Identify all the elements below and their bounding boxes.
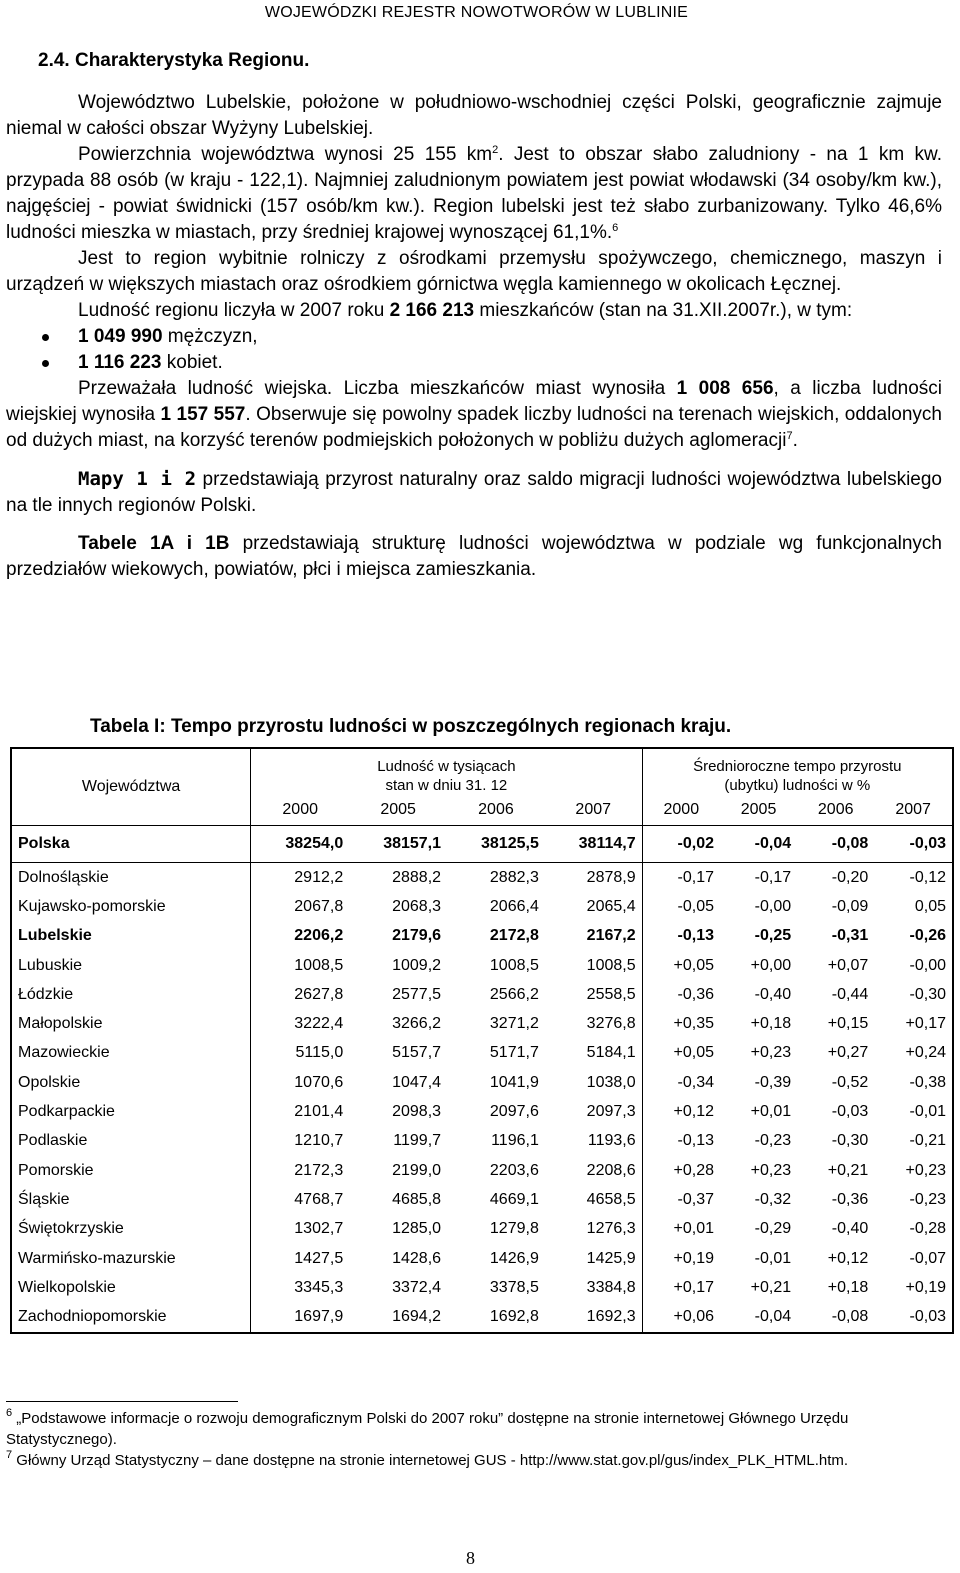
cell-growth-rate: -0,05	[677, 897, 714, 915]
page-number: 8	[466, 1548, 475, 1568]
cell-population: 2167,2	[545, 922, 642, 951]
cell-population: 2172,3	[294, 1161, 344, 1179]
cell-region-name: Świętokrzyskie	[11, 1215, 251, 1244]
men-count: 1 049 990	[78, 326, 163, 347]
cell-region-name: Lubuskie	[11, 951, 251, 980]
column-group-growth	[642, 748, 953, 795]
paragraph-tables	[6, 531, 942, 583]
footnote-6-text: „Podstawowe informacje o rozwoju demograficznym Polski do 2007 roku” dostępne na stronie internetowej Głównego Urzędu Statystycznego).	[6, 1410, 849, 1448]
cell-growth-rate: -0,01	[754, 1249, 792, 1267]
running-header: WOJEWÓDZKI REJESTR NOWOTWORÓW W LUBLINIE	[264, 4, 688, 21]
cell-growth-rate: -0,23	[754, 1132, 792, 1150]
population-growth-table	[10, 747, 954, 1334]
cell-growth-rate: +0,06	[673, 1308, 714, 1326]
urban-count: 1 008 656	[676, 378, 774, 399]
cell-region-name: Podkarpackie	[11, 1097, 251, 1126]
cell-growth-rate: -0,20	[831, 868, 869, 886]
section-title: 2.4. Charakterystyka Regionu.	[38, 50, 310, 71]
cell-population: 2627,8	[294, 985, 344, 1003]
cell-population: 1008,5	[294, 956, 344, 974]
cell-region-name: Wielkopolskie	[11, 1273, 251, 1302]
cell-growth-rate: -0,04	[754, 1308, 792, 1326]
cell-growth-rate: +0,24	[905, 1044, 946, 1062]
column-header-voivodeship: Województwa	[11, 748, 251, 826]
bullet-women	[6, 350, 942, 376]
footnote-7-text: Główny Urząd Statystyczny – dane dostępne na stronie internetowej GUS - http://www.stat.gov.pl/gus/index_PLK_HTML.htm.	[16, 1452, 849, 1469]
table-row	[11, 1244, 953, 1273]
footnote-separator	[6, 1401, 238, 1402]
column-header-year: 2000	[251, 795, 350, 826]
cell-population: 5184,1	[545, 1039, 642, 1068]
cell-population: 2068,3	[392, 897, 442, 915]
cell-population: 2172,8	[489, 927, 539, 945]
cell-population: 1428,6	[392, 1249, 442, 1267]
cell-growth-rate: -0,30	[831, 1132, 869, 1150]
cell-population: 2065,4	[545, 892, 642, 921]
cell-growth-rate: -0,00	[909, 956, 946, 974]
cell-growth-rate: +0,07	[827, 956, 869, 974]
cell-growth-rate: +0,27	[827, 1044, 869, 1062]
cell-growth-rate: +0,19	[905, 1278, 946, 1296]
cell-growth-rate: -0,23	[909, 1190, 946, 1208]
cell-population: 2097,6	[489, 1103, 539, 1121]
footnote-7	[6, 1450, 946, 1471]
cell-population: 1426,9	[489, 1249, 539, 1267]
cell-population: 2566,2	[489, 985, 539, 1003]
cell-population: 1193,6	[545, 1127, 642, 1156]
column-group-population	[251, 748, 642, 795]
cell-population: 2199,0	[392, 1161, 442, 1179]
cell-growth-rate: -0,52	[831, 1073, 869, 1091]
table-row	[11, 892, 953, 921]
table-row	[11, 1156, 953, 1185]
cell-growth-rate: +0,21	[750, 1278, 792, 1296]
table-row	[11, 1302, 953, 1332]
cell-population: 3266,2	[392, 1015, 442, 1033]
cell-growth-rate: +0,12	[673, 1103, 714, 1121]
cell-growth-rate: -0,32	[754, 1190, 792, 1208]
cell-growth-rate: +0,19	[673, 1249, 714, 1267]
cell-population: 1008,5	[545, 951, 642, 980]
maps-reference: Mapy 1 i 2	[78, 468, 197, 490]
cell-population: 3372,4	[392, 1278, 442, 1296]
table-row	[11, 1039, 953, 1068]
cell-population: 4685,8	[392, 1190, 442, 1208]
cell-population: 1279,8	[489, 1220, 539, 1238]
cell-population: 2577,5	[392, 985, 442, 1003]
cell-region-name: Kujawsko-pomorskie	[11, 892, 251, 921]
cell-growth-rate: +0,12	[827, 1249, 869, 1267]
table-row	[11, 863, 953, 893]
cell-growth-rate: -0,31	[831, 927, 869, 945]
cell-growth-rate: -0,21	[909, 1132, 946, 1150]
cell-population: 5171,7	[489, 1044, 539, 1062]
cell-region-name: Opolskie	[11, 1068, 251, 1097]
cell-growth-rate: +0,28	[673, 1161, 714, 1179]
cell-growth-rate: -0,00	[754, 897, 792, 915]
cell-population: 3345,3	[294, 1278, 344, 1296]
cell-population: 1047,4	[392, 1073, 442, 1091]
cell-population: 1041,9	[489, 1073, 539, 1091]
tables-text: przedstawiają strukturę ludności województwa w podziale wg funkcjonalnych przedziałów wiekowych, powiatów, płci i miejsca zamieszkania.	[6, 533, 942, 580]
cell-population: 3271,2	[489, 1015, 539, 1033]
paragraph-intro	[6, 90, 942, 142]
cell-growth-rate: -0,28	[909, 1220, 946, 1238]
table-row-total	[11, 826, 953, 863]
cell-population: 1210,7	[294, 1132, 344, 1150]
cell-region-name: Małopolskie	[11, 1009, 251, 1038]
cell-growth-rate: -0,25	[754, 927, 792, 945]
cell-growth-rate: -0,39	[754, 1073, 792, 1091]
cell-region-name: Mazowieckie	[11, 1039, 251, 1068]
cell-growth-rate: +0,17	[673, 1278, 714, 1296]
footnote-ref-6: 6	[612, 222, 619, 234]
cell-growth-rate: -0,37	[677, 1190, 714, 1208]
cell-population: 2888,2	[392, 868, 442, 886]
cell-population: 2912,2	[294, 868, 344, 886]
cell-growth-rate: +0,18	[827, 1278, 869, 1296]
cell-growth-rate: -0,03	[831, 1103, 869, 1121]
table-title: Tabela I: Tempo przyrostu ludności w poszczególnych regionach kraju.	[90, 716, 732, 737]
column-header-year: 2000	[642, 795, 720, 826]
cell-growth-rate: -0,44	[831, 985, 869, 1003]
cell-population: 1009,2	[392, 956, 442, 974]
cell-region-name: Śląskie	[11, 1185, 251, 1214]
cell-population: 4669,1	[489, 1190, 539, 1208]
cell-population: 2098,3	[392, 1103, 442, 1121]
cell-population: 1697,9	[294, 1308, 344, 1326]
footnotes	[6, 1408, 946, 1471]
cell-growth-rate: -0,02	[642, 826, 720, 863]
cell-population: 1199,7	[393, 1132, 442, 1150]
cell-region-name: Pomorskie	[11, 1156, 251, 1185]
cell-population: 1692,8	[489, 1308, 539, 1326]
cell-population: 5157,7	[392, 1044, 442, 1062]
women-count: 1 116 223	[78, 352, 162, 373]
footnote-ref-7: 7	[786, 430, 793, 442]
cell-population: 3276,8	[545, 1009, 642, 1038]
rural-text-c: . Obserwuje się powolny spadek liczby ludności na terenach wiejskich, oddalonych od dużych miast, na korzyść terenów podmiejskich położonych w pobliżu dużych aglomeracji	[6, 404, 942, 451]
cell-population: 2558,5	[545, 980, 642, 1009]
cell-growth-rate: +0,00	[750, 956, 792, 974]
cell-growth-rate: -0,03	[874, 826, 953, 863]
cell-growth-rate: -0,36	[831, 1190, 869, 1208]
cell-population: 4658,5	[545, 1185, 642, 1214]
table-row	[11, 1273, 953, 1302]
cell-region-name: Warmińsko-mazurskie	[11, 1244, 251, 1273]
cell-population: 1008,5	[489, 956, 539, 974]
cell-population: 1285,0	[392, 1220, 442, 1238]
column-header-year: 2006	[797, 795, 874, 826]
cell-population: 1070,6	[294, 1073, 344, 1091]
cell-population: 2179,6	[392, 927, 442, 945]
cell-growth-rate: +0,23	[905, 1161, 946, 1179]
cell-growth-rate: +0,01	[673, 1220, 714, 1238]
area-text: Powierzchnia województwa wynosi 25 155 km	[78, 144, 493, 165]
population-text-end: mieszkańców (stan na 31.XII.2007r.), w tym:	[474, 300, 853, 321]
paragraph-area	[6, 142, 942, 246]
cell-growth-rate: -0,17	[677, 868, 714, 886]
cell-region-name: Łódzkie	[11, 980, 251, 1009]
cell-population: 2097,3	[545, 1097, 642, 1126]
cell-population: 3384,8	[545, 1273, 642, 1302]
women-label: kobiet.	[161, 352, 223, 373]
cell-population: 1427,5	[294, 1249, 344, 1267]
table-row	[11, 980, 953, 1009]
cell-growth-rate: 0,05	[914, 897, 946, 915]
area-superscript: 2	[492, 144, 499, 156]
cell-growth-rate: -0,17	[754, 868, 792, 886]
cell-growth-rate: -0,13	[677, 1132, 714, 1150]
cell-region-name: Polska	[11, 826, 251, 863]
cell-region-name: Lubelskie	[11, 922, 251, 951]
column-header-year: 2007	[545, 795, 642, 826]
paragraph-rural	[6, 376, 942, 454]
cell-population: 1276,3	[545, 1215, 642, 1244]
footnote-6-number: 6	[6, 1407, 13, 1419]
economy-text: Jest to region wybitnie rolniczy z ośrodkami przemysłu spożywczego, chemicznego, maszyn i urządzeń w większych miastach oraz ośrodkiem górnictwa węgla kamiennego w okolicach Łęcznej.	[6, 248, 942, 295]
population-text: Ludność regionu liczyła w 2007 roku	[78, 300, 390, 321]
cell-growth-rate: +0,05	[673, 956, 714, 974]
cell-growth-rate: -0,29	[754, 1220, 792, 1238]
paragraph-intro-text: Województwo Lubelskie, położone w południowo-wschodniej części Polski, geograficznie zajmuje niemal w całości obszar Wyżyny Lubelskiej.	[6, 92, 942, 139]
table-row	[11, 922, 953, 951]
men-label: mężczyzn,	[162, 326, 258, 347]
paragraph-population	[6, 298, 942, 324]
cell-growth-rate: -0,30	[909, 985, 946, 1003]
cell-growth-rate: +0,18	[750, 1015, 792, 1033]
cell-population: 38114,7	[545, 826, 642, 863]
cell-population: 4768,7	[294, 1190, 344, 1208]
column-header-year: 2006	[447, 795, 545, 826]
cell-growth-rate: -0,07	[909, 1249, 946, 1267]
cell-region-name: Podlaskie	[11, 1127, 251, 1156]
cell-region-name: Zachodniopomorskie	[11, 1302, 251, 1332]
cell-growth-rate: +0,35	[673, 1015, 714, 1033]
cell-population: 2208,6	[545, 1156, 642, 1185]
column-header-year: 2005	[349, 795, 447, 826]
cell-growth-rate: -0,08	[831, 1308, 869, 1326]
cell-growth-rate: -0,12	[909, 868, 946, 886]
table-row	[11, 1185, 953, 1214]
cell-growth-rate: +0,17	[905, 1015, 946, 1033]
cell-population: 2203,6	[489, 1161, 539, 1179]
cell-population: 5115,0	[295, 1044, 344, 1062]
cell-region-name: Dolnośląskie	[11, 863, 251, 893]
density-text: . Jest to obszar słabo zaludniony - na 1 km kw. przypada 88 osób (w kraju - 122,1). Najmniej zaludnionym powiatem jest powiat włodawski (34 osoby/km kw.), najgęściej - powiat świdnicki (157 osób/km kw.). Region lubelski jest też słabo zurbanizowany. Tylko 46,6% ludności mieszka w miastach, przy średniej krajowej wynoszącej 61,1%.	[6, 144, 942, 243]
cell-growth-rate: -0,40	[831, 1220, 869, 1238]
footnote-7-number: 7	[6, 1449, 13, 1461]
table-row	[11, 1097, 953, 1126]
cell-growth-rate: -0,40	[754, 985, 792, 1003]
cell-population: 2101,4	[294, 1103, 344, 1121]
cell-population: 38125,5	[447, 826, 545, 863]
cell-population: 3378,5	[489, 1278, 539, 1296]
cell-population: 38157,1	[349, 826, 447, 863]
tables-reference: Tabele 1A i 1B	[78, 533, 230, 554]
table-row	[11, 1009, 953, 1038]
cell-growth-rate: -0,09	[831, 897, 869, 915]
cell-growth-rate: +0,21	[827, 1161, 869, 1179]
cell-growth-rate: -0,08	[797, 826, 874, 863]
bullet-men	[6, 324, 942, 350]
paragraph-maps	[6, 466, 942, 519]
cell-growth-rate: -0,04	[720, 826, 797, 863]
cell-population: 2066,4	[489, 897, 539, 915]
cell-population: 1694,2	[392, 1308, 442, 1326]
cell-population: 2882,3	[489, 868, 539, 886]
cell-growth-rate: +0,01	[750, 1103, 792, 1121]
table-row	[11, 1127, 953, 1156]
group-growth-label: Średnioroczne tempo przyrostu (ubytku) ludności w %	[693, 758, 902, 794]
rural-text-a: Przeważała ludność wiejska. Liczba mieszkańców miast wynosiła	[78, 378, 677, 399]
cell-population: 1302,7	[294, 1220, 344, 1238]
cell-growth-rate: +0,23	[750, 1161, 792, 1179]
column-header-year: 2007	[874, 795, 953, 826]
cell-growth-rate: -0,34	[677, 1073, 714, 1091]
cell-growth-rate: -0,36	[677, 985, 714, 1003]
table-row	[11, 951, 953, 980]
cell-growth-rate: -0,38	[909, 1073, 946, 1091]
cell-population: 3222,4	[294, 1015, 344, 1033]
cell-growth-rate: +0,23	[750, 1044, 792, 1062]
body-text	[6, 90, 942, 583]
cell-population: 2878,9	[545, 863, 642, 893]
cell-population: 1692,3	[545, 1302, 642, 1332]
cell-population: 1038,0	[545, 1068, 642, 1097]
cell-growth-rate: -0,03	[909, 1308, 946, 1326]
table-row	[11, 1068, 953, 1097]
cell-population: 2206,2	[294, 927, 344, 945]
rural-text-b: , a liczba ludności wiejskiej wynosiła	[6, 378, 942, 425]
cell-growth-rate: -0,13	[677, 927, 714, 945]
cell-population: 2067,8	[294, 897, 344, 915]
cell-growth-rate: -0,26	[909, 927, 946, 945]
cell-population: 1425,9	[545, 1244, 642, 1273]
maps-text: przedstawiają przyrost naturalny oraz saldo migracji ludności województwa lubelskiego na tle innych regionów Polski.	[6, 469, 942, 516]
cell-population: 1196,1	[491, 1132, 539, 1150]
table-row	[11, 1215, 953, 1244]
rural-text-d: .	[792, 430, 798, 451]
cell-growth-rate: +0,05	[673, 1044, 714, 1062]
population-total: 2 166 213	[389, 300, 475, 321]
rural-count: 1 157 557	[160, 404, 246, 425]
cell-growth-rate: -0,01	[909, 1103, 946, 1121]
footnote-6	[6, 1408, 946, 1450]
cell-growth-rate: +0,15	[827, 1015, 869, 1033]
paragraph-economy	[6, 246, 942, 298]
group-population-label: Ludność w tysiącach stan w dniu 31. 12	[377, 758, 516, 794]
column-header-year: 2005	[720, 795, 797, 826]
population-bullets	[6, 324, 942, 376]
cell-population: 38254,0	[251, 826, 350, 863]
